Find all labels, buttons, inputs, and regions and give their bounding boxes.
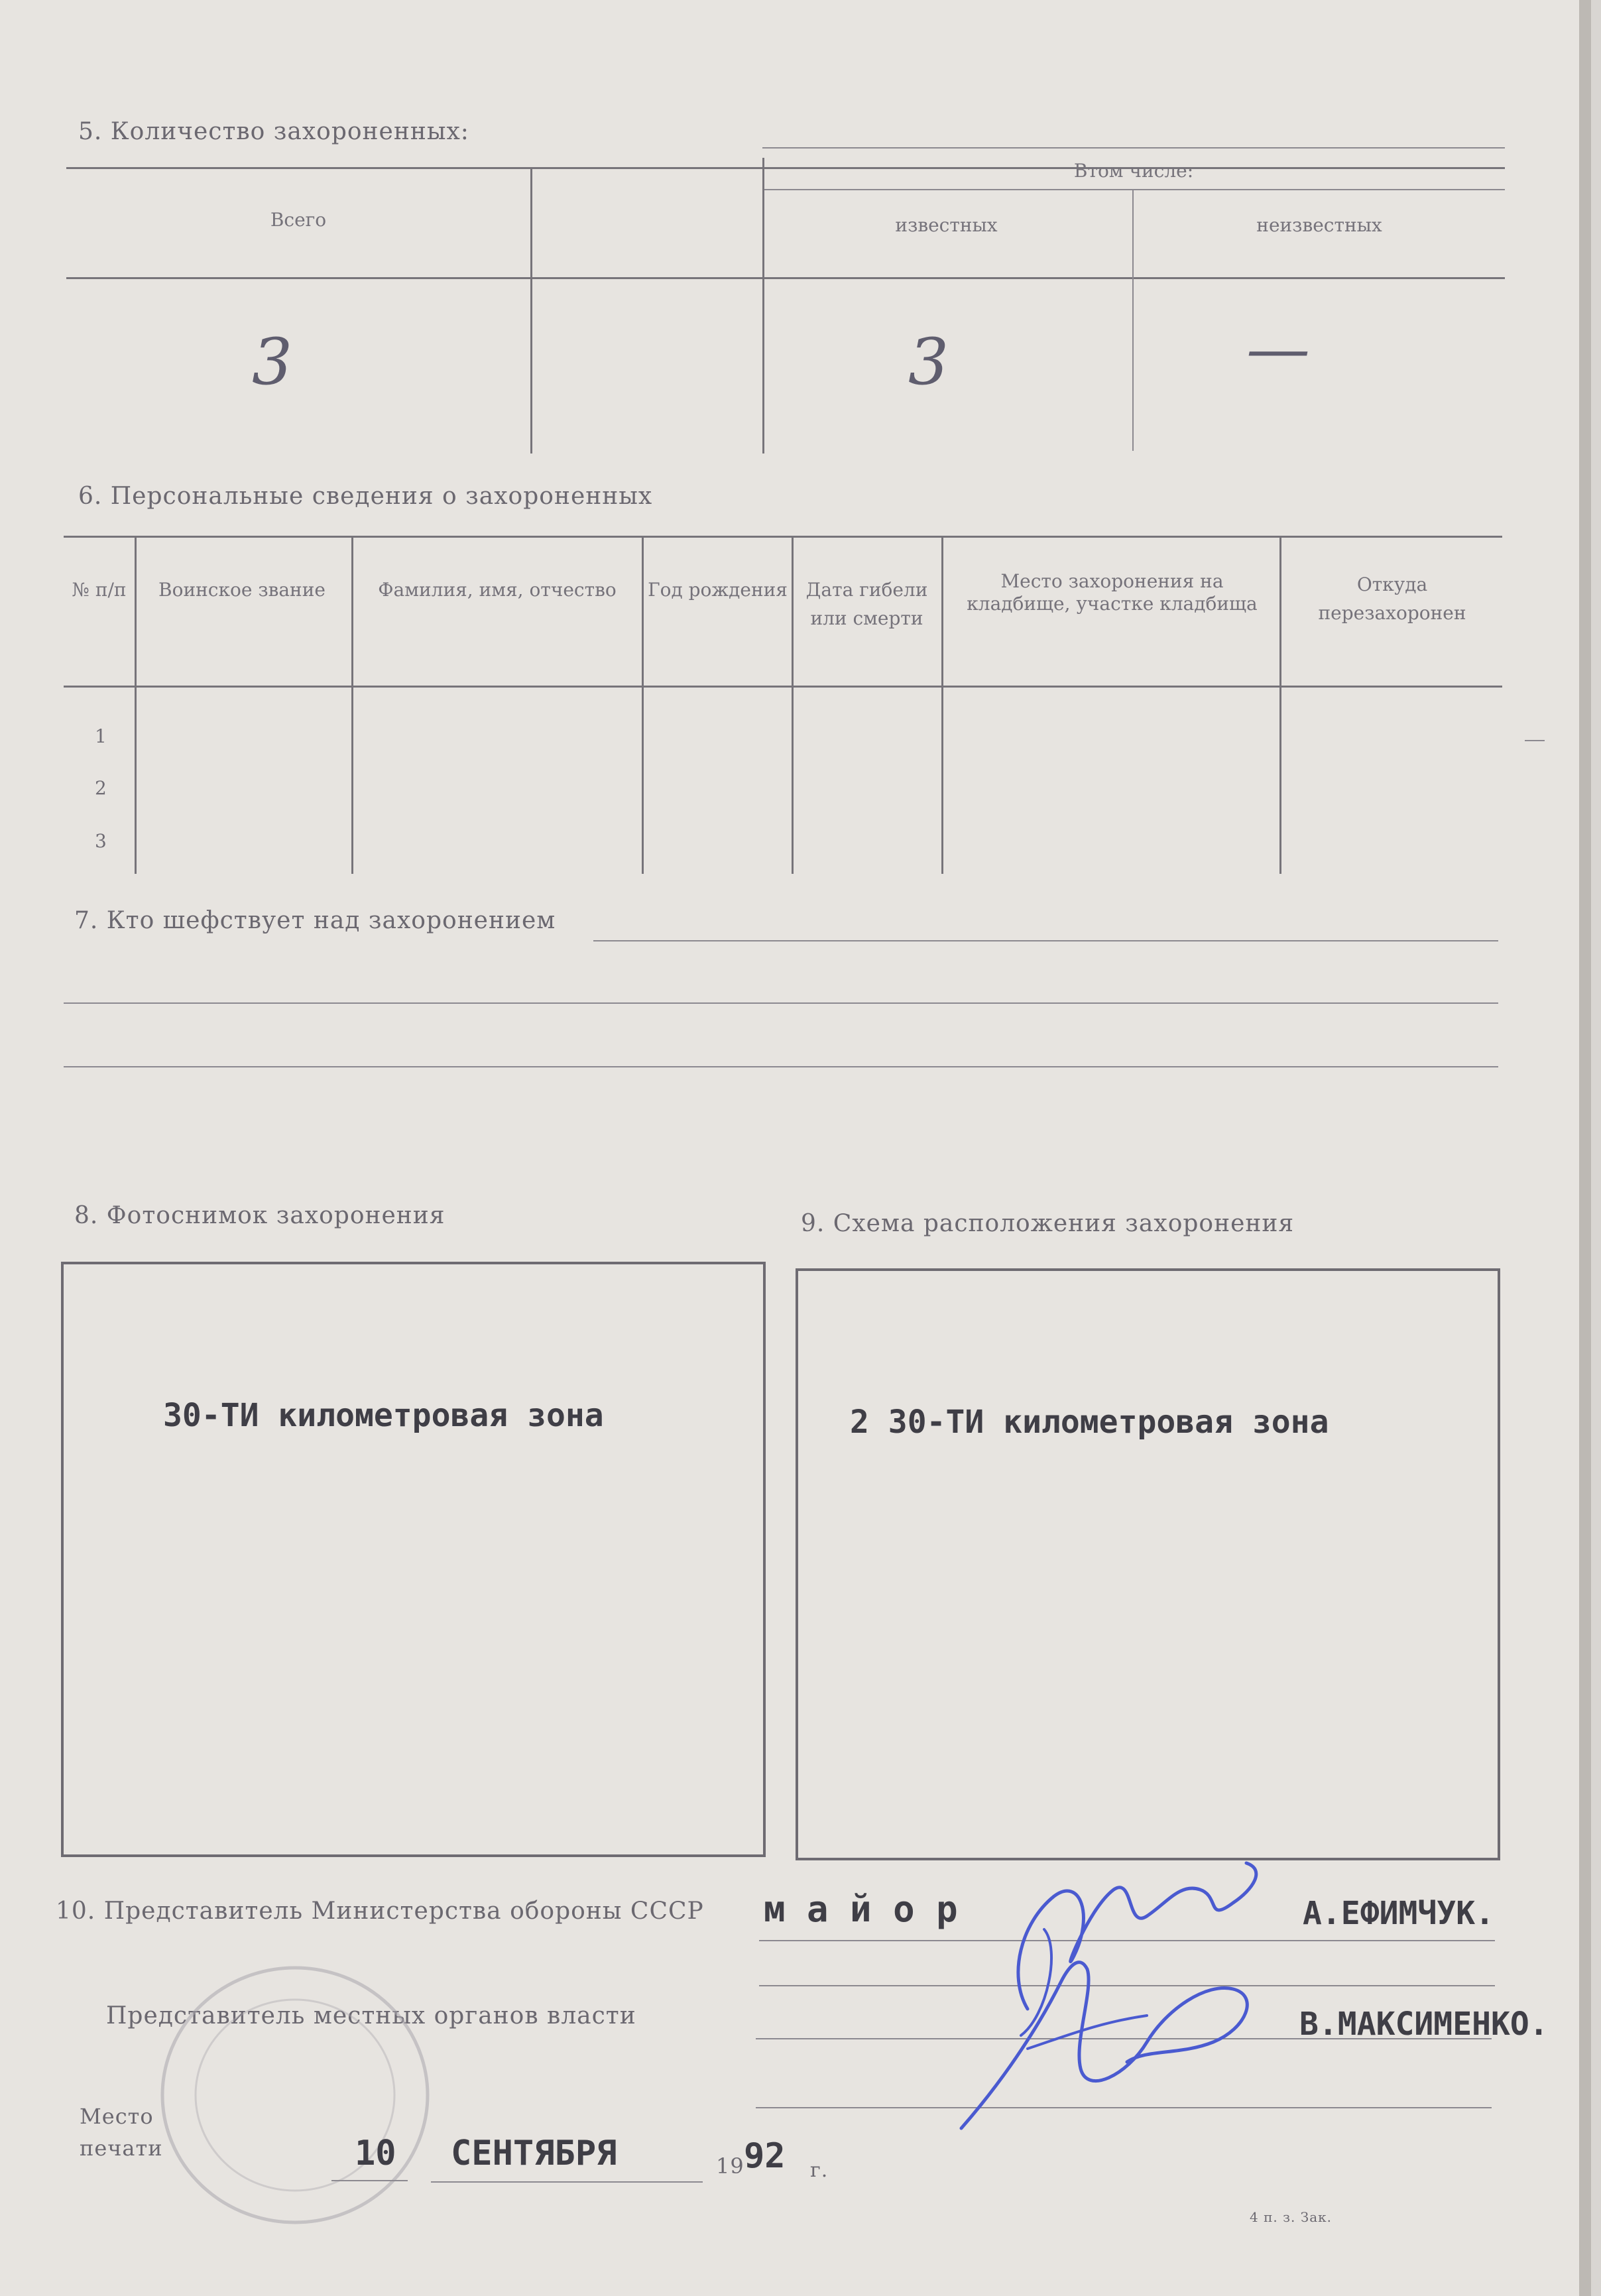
table5-val-known: 3 — [908, 325, 949, 399]
table6-header-rank: Воинское звание — [158, 579, 326, 601]
table6-header-from: Откуда перезахоронен — [1318, 574, 1466, 625]
table6-vline-4 — [792, 536, 794, 874]
section5-title: 5. Количество захороненных: — [78, 118, 469, 145]
date-day: 10 — [355, 2134, 396, 2173]
section9-title: 9. Схема расположения захоронения — [801, 1210, 1295, 1237]
local-representative-label: Представитель местных органов власти — [106, 2002, 636, 2029]
table6-vline-2 — [351, 536, 353, 874]
section7-line-2 — [64, 1002, 1498, 1004]
section7-title: 7. Кто шефствует над захоронением — [74, 907, 556, 934]
table6-header-line — [64, 686, 1502, 688]
official-stamp-seal — [149, 1956, 441, 2234]
table6-header-birth: Год рождения — [648, 579, 788, 601]
page-edge — [1579, 0, 1591, 2296]
table5-vline-3 — [1132, 189, 1134, 451]
table6-vline-1 — [135, 536, 137, 874]
date-day-line — [331, 2180, 408, 2181]
table5-col-total: Всего — [270, 209, 327, 231]
year-prefix: 19 — [716, 2153, 744, 2179]
table5-vtom-chisle: Втом числе: — [1073, 160, 1194, 182]
table5-sub-line — [762, 189, 1505, 190]
section6-title: 6. Персональные сведения о захороненных — [78, 483, 653, 510]
year-g: г. — [810, 2159, 829, 2182]
mo-representative-label: 10. Представитель Министерства обороны СССР — [56, 1898, 704, 1925]
scheme-box-text: 2 30-ТИ километровая зона — [850, 1404, 1329, 1441]
table5-top-right-line — [762, 147, 1505, 149]
section7-line-1 — [593, 940, 1498, 941]
footer-print-mark: 4 п. з. Зак. — [1250, 2209, 1332, 2225]
table6-vline-5 — [941, 536, 943, 874]
table6-header-death: Дата гибели или смерти — [805, 579, 928, 630]
section7-line-3 — [64, 1066, 1498, 1067]
table5-vline-1 — [530, 167, 532, 453]
section8-title: 8. Фотоснимок захоронения — [74, 1202, 445, 1229]
table5-vline-2 — [762, 158, 764, 453]
margin-tick — [1525, 740, 1545, 741]
table5-col-known: известных — [895, 214, 998, 236]
date-month-line — [431, 2181, 703, 2183]
table5-val-unknown: — — [1246, 312, 1310, 386]
table5-col-unknown: неизвестных — [1256, 214, 1382, 236]
local-name: В.МАКСИМЕНКО. — [1299, 2006, 1549, 2043]
year-suffix: 92 — [744, 2136, 786, 2176]
signature-local — [928, 1943, 1299, 2142]
date-month: СЕНТЯБРЯ — [451, 2134, 617, 2173]
table6-header-num: № п/п — [72, 579, 127, 601]
table6-row-3: 3 — [95, 830, 107, 852]
table5-val-total: 3 — [252, 325, 293, 399]
table6-top-line — [64, 536, 1502, 538]
photo-box — [61, 1262, 766, 1857]
table6-vline-6 — [1279, 536, 1281, 874]
mo-name: А.ЕФИМЧУК. — [1303, 1895, 1494, 1932]
table5-header-line — [66, 277, 1505, 279]
mo-rank: м а й о р — [764, 1888, 958, 1930]
scheme-box — [796, 1268, 1500, 1860]
table6-row-1: 1 — [95, 725, 107, 747]
table6-header-place: Место захоронения на кладбище, участке кладбища — [967, 570, 1258, 615]
table6-header-name: Фамилия, имя, отчество — [378, 579, 617, 601]
table6-row-2: 2 — [95, 777, 107, 799]
photo-box-text: 30-ТИ километровая зона — [163, 1397, 604, 1434]
stamp-place-label: Место печати — [80, 2104, 163, 2161]
table6-vline-3 — [642, 536, 644, 874]
